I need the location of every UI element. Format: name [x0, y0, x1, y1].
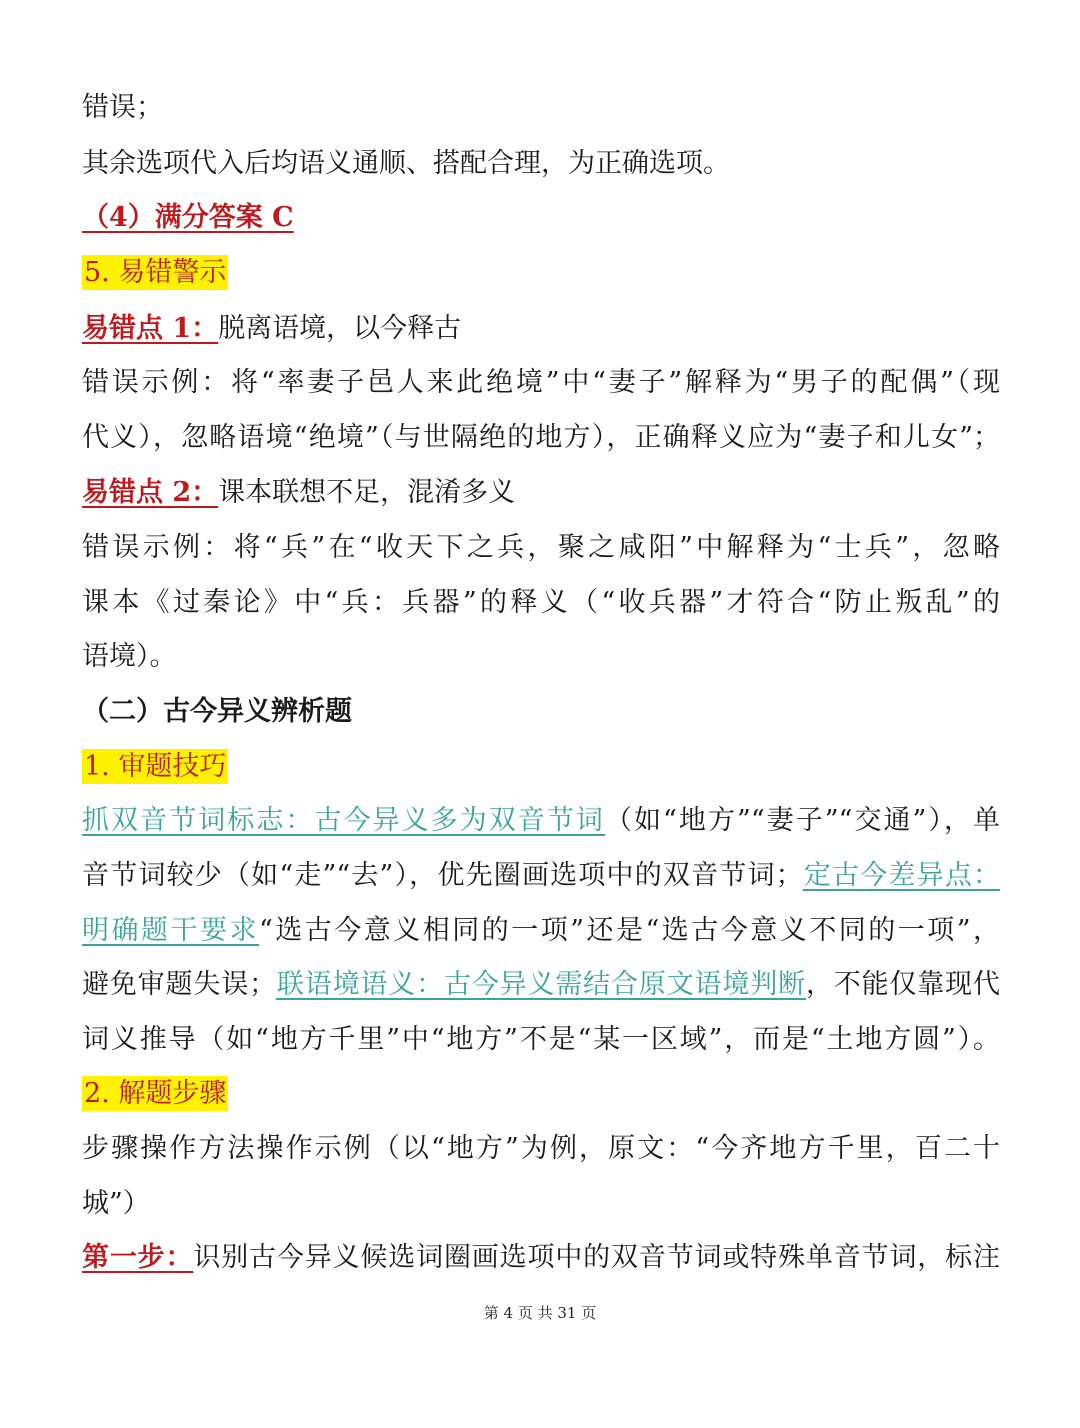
tip-keyword: 联语境语义：古今异义需结合原文语境判断	[276, 969, 806, 1000]
text-line: 错误示例：将“率妻子邑人来此绝境”中“妻子”解释为“男子的配偶”（现	[82, 367, 1000, 398]
step-line	[82, 1238, 1000, 1278]
highlighted-heading: 5. 易错警示	[84, 257, 227, 288]
highlighted-heading: 1. 审题技巧	[84, 751, 227, 782]
section-heading	[82, 1074, 1000, 1114]
text-line	[82, 856, 1000, 896]
error-point	[82, 309, 1000, 349]
text-line: 城”）	[82, 1188, 150, 1219]
text-line: 词义推导（如“地方千里”中“地方”不是“某一区域”，而是“土地方圆”）。	[82, 1024, 1000, 1055]
tip-keyword: 定古今差异点：	[802, 860, 1001, 891]
text-span: ，不能仅靠现代	[805, 969, 1000, 1000]
answer-label: （4）满分答案 C	[82, 202, 294, 233]
text-span: （如“地方”“妻子”“交通”），单	[604, 805, 1001, 836]
text-line	[82, 965, 1000, 1005]
text-line	[82, 911, 1000, 951]
text-line: 课本《过秦论》中“兵：兵器”的释义（“收兵器”才符合“防止叛乱”的	[82, 587, 1000, 618]
text-line: 其余选项代入后均语义通顺、搭配合理，为正确选项。	[82, 148, 730, 179]
text-line: 语境）。	[82, 641, 177, 672]
text-span: 避免审题失误；	[82, 969, 277, 1000]
step-text: 识别古今异义候选词圈画选项中的双音节词或特殊单音节词，标注	[193, 1242, 1000, 1273]
error-point-text: 脱离语境，以今释古	[218, 313, 462, 344]
answer-heading	[82, 198, 1000, 238]
error-point-label: 易错点 2：	[82, 477, 219, 508]
page-footer: 第 4 页 共 31 页	[483, 1304, 597, 1322]
tip-keyword: 抓双音节词标志：古今异义多为双音节词	[82, 805, 605, 836]
text-line: 步骤操作方法操作示例（以“地方”为例，原文：“今齐地方千里，百二十	[82, 1133, 1000, 1164]
error-point-text: 课本联想不足，混淆多义	[218, 477, 516, 508]
tip-keyword: 明确题干要求	[82, 915, 259, 946]
text-span: “选古今意义相同的一项”还是“选古今意义不同的一项”，	[258, 915, 1001, 946]
error-point-label: 易错点 1：	[82, 313, 219, 344]
section-heading	[82, 747, 1000, 787]
text-line	[82, 801, 1000, 841]
step-label: 第一步：	[82, 1242, 194, 1273]
subsection-heading: （二）古今异义辨析题	[82, 696, 352, 727]
section-heading	[82, 253, 1000, 293]
text-line: 错误；	[82, 92, 163, 123]
highlighted-heading: 2. 解题步骤	[84, 1078, 227, 1109]
text-line: 错误示例：将“兵”在“收天下之兵，聚之咸阳”中解释为“士兵”，忽略	[82, 532, 1000, 563]
error-point	[82, 473, 1000, 513]
text-line: 代义），忽略语境“绝境”（与世隔绝的地方），正确释义应为“妻子和儿女”；	[82, 422, 1000, 453]
text-span: 音节词较少（如“走”“去”），优先圈画选项中的双音节词；	[82, 860, 803, 891]
